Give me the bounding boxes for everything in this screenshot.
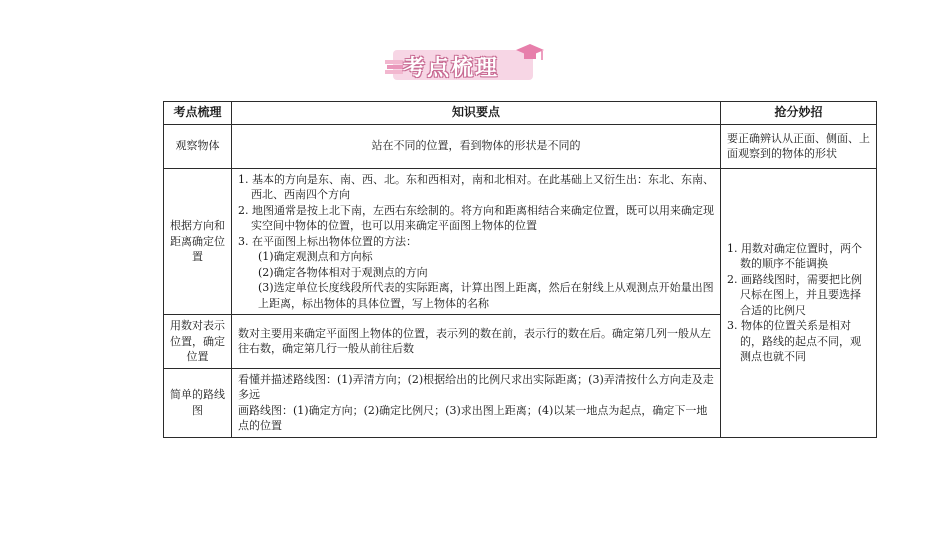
knowledge-point: 2. 地图通常是按上北下南，左西右东绘制的。将方向和距离相结合来确定位置，既可以用来确定现实空间中物体的位置，也可以用来确定平面图上物体的位置 [238,203,714,232]
knowledge-cell [232,368,721,437]
table-row [164,168,877,315]
knowledge-cell [232,168,721,315]
tips-cell [721,168,877,437]
knowledge-subpoint: (2)确定各物体相对于观测点的方向 [258,265,428,279]
topic-cell: 用数对表示位置，确定位置 [164,315,232,369]
knowledge-subpoint: (1)确定观测点和方向标 [258,250,373,263]
knowledge-cell: 站在不同的位置，看到物体的形状是不同的 [232,124,721,168]
table-row [164,124,877,168]
section-banner [383,42,549,84]
knowledge-cell: 数对主要用来确定平面图上物体的位置，表示列的数在前，表示行的数在后。确定第几列一般从左往右数，确定第几行一般从前往后数 [232,315,721,369]
tips-cell: 要正确辨认从正面、侧面、上面观察到的物体的形状 [721,124,877,168]
knowledge-point: 画路线图：(1)确定方向；(2)确定比例尺；(3)求出图上距离；(4)以某一地点为起点，确定下一地点的位置 [238,403,708,432]
tip-item: 1. 用数对确定位置时，两个数的顺序不能调换 [727,241,862,270]
topic-cell: 观察物体 [164,124,232,168]
graduation-cap-icon [515,42,545,64]
tip-item: 2. 画路线图时，需要把比例尺标在图上，并且要选择合适的比例尺 [727,272,862,317]
banner-title: 考点梳理 [403,55,500,81]
knowledge-point: 1. 基本的方向是东、南、西、北。东和西相对，南和北相对。在此基础上又衍生出：东北、东南、西北、西南四个方向 [238,172,714,201]
header-knowledge: 知识要点 [232,102,721,125]
header-topic: 考点梳理 [164,102,232,125]
knowledge-table [163,101,877,438]
topic-cell: 根据方向和距离确定位置 [164,168,232,315]
knowledge-point: 3. 在平面图上标出物体位置的方法： [238,234,417,248]
knowledge-subpoint: (3)选定单位长度线段所代表的实际距离，计算出图上距离，然后在射线上从观测点开始量出图上距离，标出物体的具体位置，写上物体的名称 [258,281,714,310]
tip-item: 3. 物体的位置关系是相对的，路线的起点不同，观测点也就不同 [727,319,861,363]
topic-cell: 简单的路线图 [164,368,232,437]
knowledge-point: 看懂并描述路线图：(1)弄清方向；(2)根据给出的比例尺求出实际距离；(3)弄清按什么方向走及走多远 [238,372,714,401]
header-tips: 抢分妙招 [721,102,877,125]
table-header-row [164,102,877,125]
